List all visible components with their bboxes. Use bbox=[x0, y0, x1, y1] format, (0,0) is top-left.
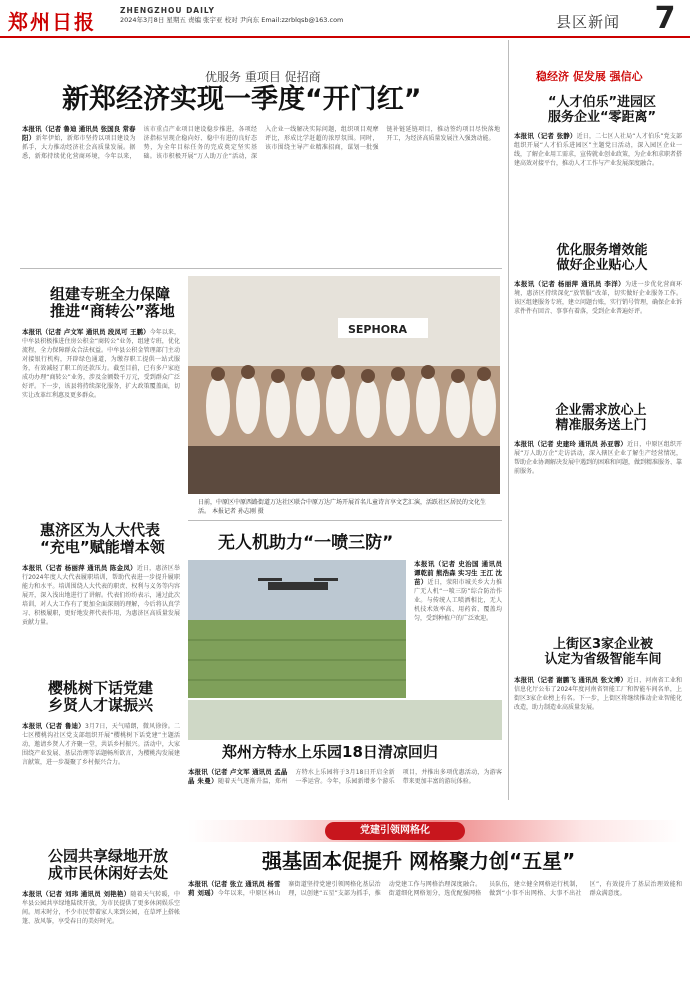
drone-headline: 无人机助力“一喷三防” bbox=[218, 533, 394, 553]
huiji-text: 近日，惠济区举行2024年度人大代表履职培训，帮助代表进一步提升履职能力和水平。培训围绕人大代表的职责、权利与义务等内容展开，深入浅出地进行了讲解。代表们纷纷表示，通过此次培训，对人大工作有了更加全面深刻的理解，今后将认真学习、积极履职，更好地发挥代表作用，为惠济区高质量发展贡献力量。 bbox=[22, 565, 180, 626]
park-text: 随着天气转暖，中牟县公园共享绿地陆续开放，为市民提供了更多休闲娱乐空间。周末时分，不少市民带着家人来到公园，在草坪上搭帐篷、放风筝，享受春日的美好时光。 bbox=[22, 891, 180, 925]
shangjie-headline-line2: 认定为省级智能车间 bbox=[544, 651, 662, 667]
masthead-info bbox=[120, 6, 343, 25]
drone-field-illustration bbox=[188, 560, 406, 698]
shangquan-headline bbox=[50, 286, 175, 321]
huiji-headline-line1: 惠济区为人大代表 bbox=[40, 521, 161, 539]
youhua-headline-line2: 做好企业贴心人 bbox=[556, 257, 648, 273]
drone-photo bbox=[188, 560, 406, 698]
yingtao-byline: 本报讯（记者 鲁迪） bbox=[22, 722, 86, 730]
yingtao-headline-line2: 乡贤人才谋振兴 bbox=[48, 696, 154, 715]
shangjie-body bbox=[514, 676, 682, 806]
masthead-editors: 责编 张宇亚 校对 尹向东 Email:zzrblqsb@163.com bbox=[187, 16, 344, 24]
rencai-body bbox=[514, 132, 682, 222]
drone-body bbox=[414, 560, 502, 686]
huiji-headline-line2: “充电”赋能增本领 bbox=[40, 538, 165, 557]
shangquan-headline-line1: 组建专班全力保障 bbox=[50, 285, 171, 303]
rencai-headline-line1: “人才伯乐”进园区 bbox=[547, 95, 657, 110]
top-rule bbox=[0, 36, 690, 38]
yingtao-headline bbox=[48, 680, 153, 715]
park-headline-line1: 公园共享绿地开放 bbox=[48, 847, 169, 865]
qiye-body bbox=[514, 440, 682, 590]
banner-headline: 强基固本促提升 网格聚力创“五星” bbox=[262, 849, 576, 873]
section-title: 县区新闻 bbox=[556, 13, 621, 31]
shangjie-text: 近日，河南省工业和信息化厅公布了2024年度河南省智能工厂和智能车间名单，上街区3家企业榜上有名。下一步，上街区将继续推动企业智能化改造，助力制造业高质量发展。 bbox=[514, 677, 682, 711]
yingtao-body bbox=[22, 722, 180, 842]
shangquan-text: 今年以来，中牟县积极推进住房公积金“商转公”业务，组建专班，优化流程，全力保障群众合法权益。中牟县公积金管理部门主动对接银行机构，开辟绿色通道，为缴存职工提供一站式服务，有效减轻了职工的还款压力。截至目前，已有多户家庭成功办理“商转公”业务，涉及金额数千万元，受到群众广泛好评。下一步，该县将持续深化服务，扩大政策覆盖面，切实让改革红利惠及更多群众。 bbox=[22, 329, 180, 399]
yingtao-text: 3月7日，天气晴朗，微风徐徐。二七区樱桃沟社区党支部组织开展“樱桃树下话党建”主题活动，邀请乡贤人才齐聚一堂，共话乡村振兴。活动中，大家围绕产业发展、基层治理等话题畅所欲言，为樱桃沟发展建言献策，进一步凝聚了乡村振兴合力。 bbox=[22, 723, 180, 766]
party-banner bbox=[325, 822, 465, 840]
page-number: 7 bbox=[654, 1, 676, 36]
fangte-byline: 本报讯（记者 卢文军 通讯员 孟晶晶 朱曼） bbox=[188, 768, 288, 785]
lead-kicker: 优服务 重项目 促招商 bbox=[205, 70, 321, 84]
qiye-headline-line2: 精准服务送上门 bbox=[555, 417, 647, 433]
shangjie-headline bbox=[528, 638, 678, 668]
main-photo-caption bbox=[198, 498, 488, 516]
yingtao-headline-line1: 樱桃树下话党建 bbox=[48, 679, 154, 697]
shangjie-headline-line1: 上街区3家企业被 bbox=[552, 637, 654, 652]
main-photo bbox=[188, 276, 500, 494]
banner-byline: 本报讯（记者 张立 通讯员 杨雪莉 刘瑶） bbox=[188, 880, 281, 897]
rencai-headline bbox=[542, 96, 662, 126]
slogan: 稳经济 促发展 强信心 bbox=[536, 70, 643, 83]
park-headline bbox=[48, 848, 168, 883]
huiji-byline: 本报讯（记者 杨丽萍 通讯员 陈金凤） bbox=[22, 564, 137, 572]
lead-headline: 新郑经济实现一季度“开门红” bbox=[62, 84, 422, 115]
lead-byline: 本报讯（记者 鲁迪 通讯员 张国良 常春阳） bbox=[22, 125, 136, 142]
masthead-date: 2024年3月8日 星期五 bbox=[120, 16, 186, 24]
divider bbox=[20, 268, 502, 269]
lead-body bbox=[22, 125, 500, 262]
main-photo-caption-text: 日前，中原区中原西路街道万达社区联合中原万达广场开展首名儿童诗言享文艺汇演，活跃社区居民的文化生活。 bbox=[198, 499, 487, 515]
main-photo-credit: 本报记者 孙志刚 摄 bbox=[211, 508, 264, 515]
shangquan-body bbox=[22, 328, 180, 516]
newspaper-logo: 郑州日报 bbox=[8, 10, 96, 34]
fangte-body bbox=[188, 768, 502, 816]
huiji-headline bbox=[40, 522, 165, 557]
fangte-headline: 郑州方特水上乐园18日清凉回归 bbox=[222, 743, 438, 761]
youhua-headline-line1: 优化服务增效能 bbox=[556, 243, 648, 258]
huiji-body bbox=[22, 564, 180, 664]
qiye-headline bbox=[536, 404, 666, 434]
park-photo bbox=[188, 700, 502, 740]
qiye-text: 近日，中原区组织开展“万人助万企”走访活动，深入辖区企业了解生产经营情况，帮助企业协调解决发展中遇到的困难和问题，做到精准服务、靠前服务。 bbox=[514, 441, 682, 475]
shangjie-byline: 本报讯（记者 谢鹏飞 通讯员 张文博） bbox=[514, 676, 628, 684]
youhua-headline bbox=[542, 244, 662, 274]
column-divider bbox=[508, 40, 509, 800]
park-body bbox=[22, 890, 180, 990]
youhua-text: 为进一步优化营商环境，惠济区持续深化“放管服”改革，切实做好企业服务工作。该区组建服务专班，建立问题台账，实行销号管理，确保企业诉求件件有回音、事事有着落，受到企业普遍好评。 bbox=[514, 281, 682, 315]
park-headline-line2: 成市民休闲好去处 bbox=[48, 864, 169, 883]
youhua-body bbox=[514, 280, 682, 400]
qiye-headline-line1: 企业需求放心上 bbox=[555, 403, 647, 418]
rencai-text: 近日，二七区人社局“人才伯乐”党支部组织开展“人才伯乐进园区”主题党日活动，深入园区企业一线，了解企业用工需求，宣传就业创业政策，为企业和求职者搭建高效对接平台，推动人才工作与产业发展深度融合。 bbox=[514, 133, 682, 167]
drone-text: 近日，荥阳市城关乡大力推广无人机“一喷三防”综合防治作业。与传统人工喷洒相比，无人机技术效率高、用药省、覆盖均匀，受到种植户的广泛欢迎。 bbox=[414, 579, 502, 622]
park-byline: 本报讯（记者 刘玮 通讯员 刘艳艳） bbox=[22, 890, 131, 898]
banner-text: 今年以来，中原区林山寨街道坚持党建引领网格化基层治理，以创建“五星”支部为抓手，推动党建工作与网格治理深度融合。街道细化网格划分，选优配强网格员队伍，建立健全网格运行机制，做到“小事不出网格、大事不出社区”，有效提升了基层治理效能和群众满意度。 bbox=[217, 881, 682, 897]
divider bbox=[188, 520, 502, 521]
youhua-byline: 本报讯（记者 杨丽萍 通讯员 李洋） bbox=[514, 280, 625, 288]
performance-scene-illustration bbox=[188, 276, 500, 494]
rencai-byline: 本报讯（记者 张静） bbox=[514, 132, 577, 140]
rencai-headline-line2: 服务企业“零距离” bbox=[547, 109, 657, 125]
lead-text: 新年伊始，新郑市坚持以项目建设为抓手，大力推动经济社会高质量发展。据悉，新郑持续优化营商环境，今年以来，该市重点产业项目建设稳步推进，各项经济指标呈现企稳向好、稳中有进的良好态势，为全年目标任务的完成奠定坚实基础。该市积极开展“万人助万企”活动，深入企业一线解决实际问题，组织项目观摩评比，形成比学赶超的浓厚氛围。同时，该市围绕主导产业精准招商，谋划一批强链补链延链项目，推动签约项目尽快落地开工，为经济高质量发展注入强劲动能。 bbox=[22, 126, 500, 160]
drone-byline: 本报讯（记者 史治国 通讯员 谭乾前 熊浩森 实习生 王江 沈苗） bbox=[414, 560, 502, 586]
party-banner-tag: 党建引领网格化 bbox=[360, 825, 430, 836]
photo-sign: SEPHORA bbox=[348, 323, 408, 336]
masthead-pinyin: ZHENGZHOU DAILY bbox=[120, 6, 215, 15]
qiye-byline: 本报讯（记者 史建玲 通讯员 孙亚蓉） bbox=[514, 440, 628, 448]
shangquan-headline-line2: 推进“商转公”落地 bbox=[50, 302, 175, 321]
fangte-text: 随着天气逐渐升温，郑州方特水上乐园将于3月18日开启全新一季运营。今年，乐园新增多个游乐项目，并推出多项优惠活动，为游客带来更加丰富的游玩体验。 bbox=[217, 769, 502, 785]
shangquan-byline: 本报讯（记者 卢文军 通讯员 段凤可 王鹏） bbox=[22, 328, 150, 336]
banner-body bbox=[188, 880, 682, 992]
